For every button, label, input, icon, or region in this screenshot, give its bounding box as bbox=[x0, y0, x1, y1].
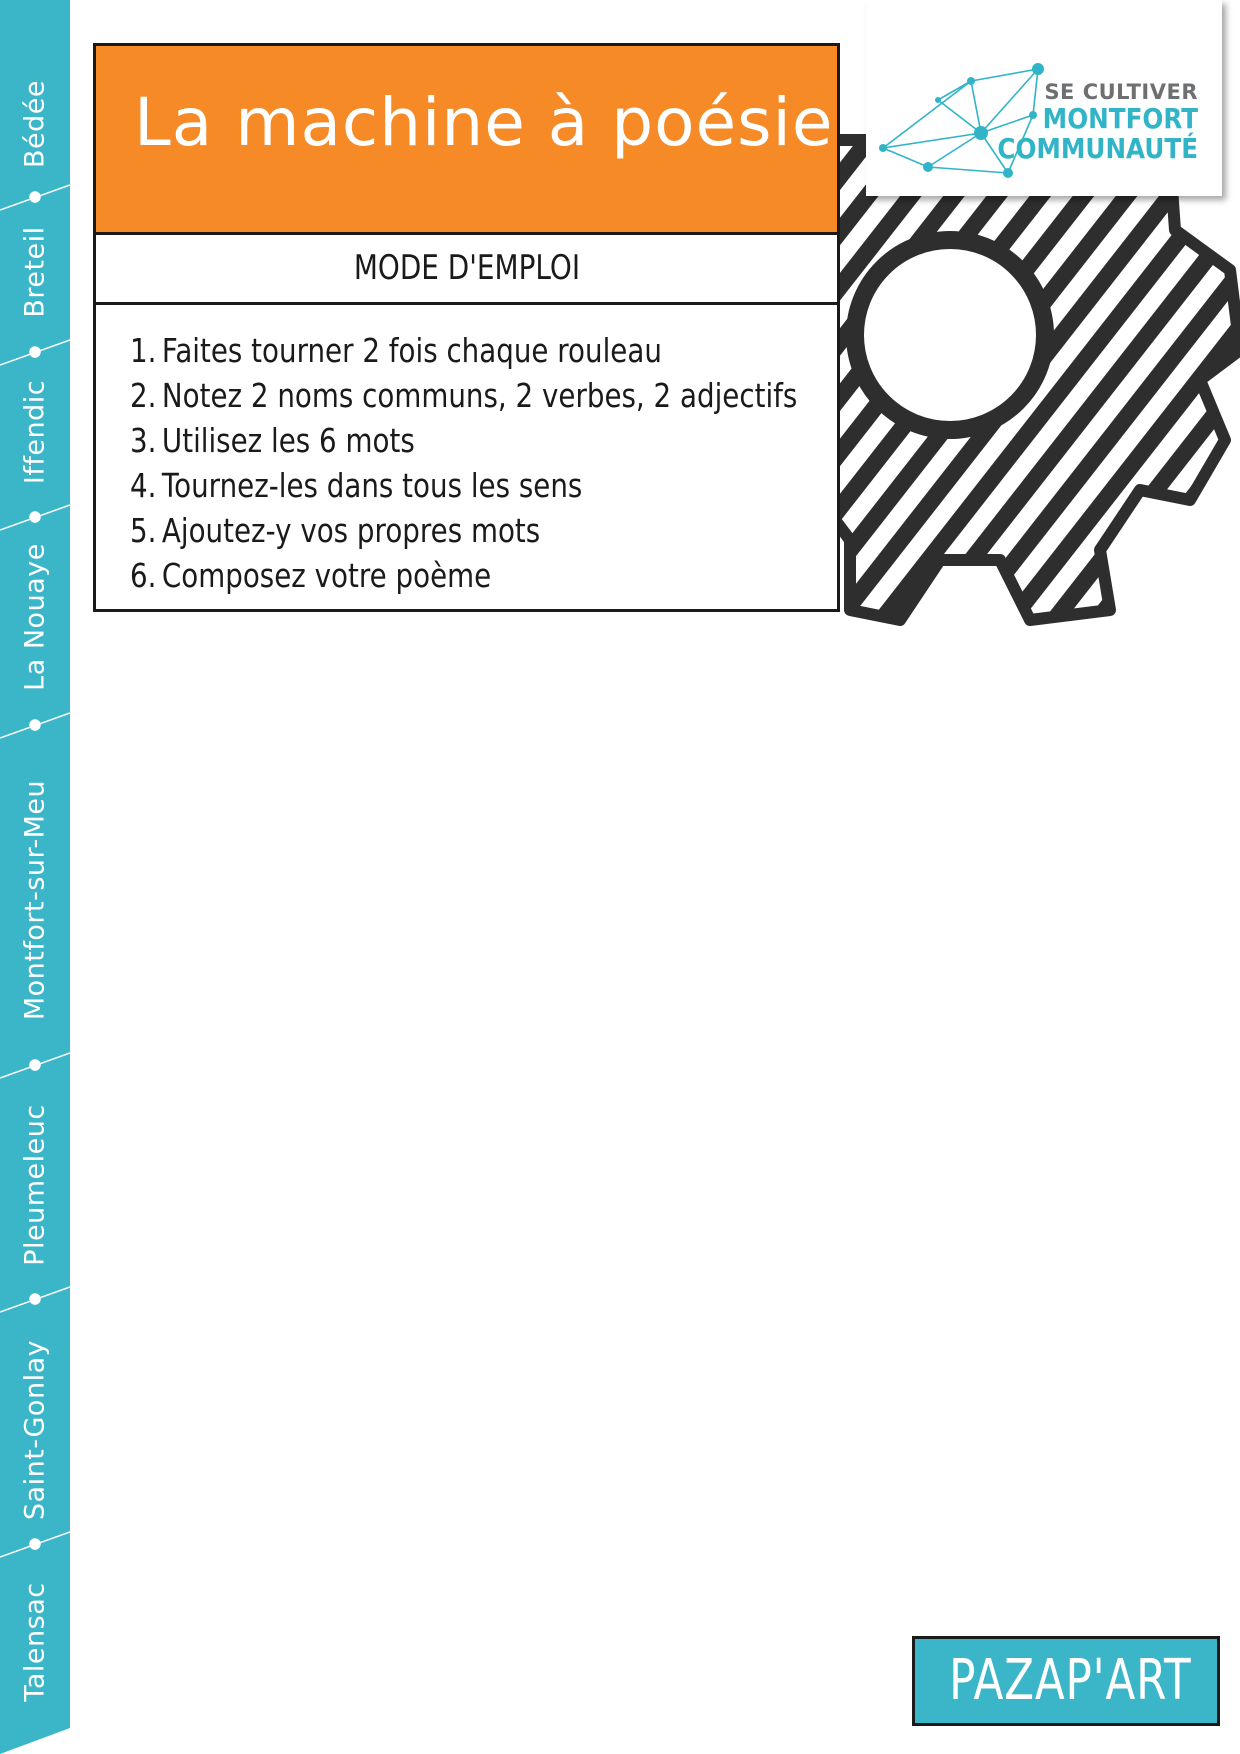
badge-label: PAZAP'ART bbox=[949, 1648, 1192, 1713]
step-number: 6. bbox=[130, 556, 157, 595]
town-la-nouaye: La Nouaye bbox=[19, 543, 51, 691]
list-item bbox=[130, 508, 797, 553]
step-text: Ajoutez-y vos propres mots bbox=[161, 511, 541, 550]
step-number: 2. bbox=[130, 376, 157, 415]
step-number: 5. bbox=[130, 511, 157, 550]
step-number: 1. bbox=[130, 331, 157, 370]
separator-dot-icon bbox=[30, 720, 40, 730]
section-heading: MODE D'EMPLOI bbox=[353, 248, 580, 288]
town-saint-gonlay: Saint-Gonlay bbox=[19, 1339, 51, 1521]
step-text: Tournez-les dans tous les sens bbox=[161, 466, 583, 505]
list-item bbox=[130, 328, 797, 373]
separator-dot-icon bbox=[30, 1539, 40, 1549]
step-text: Notez 2 noms communs, 2 verbes, 2 adjectifs bbox=[161, 376, 798, 415]
logo-line-communaute: COMMUNAUTÉ bbox=[997, 132, 1198, 165]
logo-text bbox=[970, 80, 1198, 164]
town-breteil: Breteil bbox=[19, 226, 51, 318]
logo-line-montfort: MONTFORT bbox=[1042, 102, 1198, 135]
town-pleumeleuc: Pleumeleuc bbox=[19, 1104, 51, 1266]
list-item bbox=[130, 373, 797, 418]
list-item bbox=[130, 463, 797, 508]
step-text: Faites tourner 2 fois chaque rouleau bbox=[161, 331, 662, 370]
step-text: Composez votre poème bbox=[161, 556, 492, 595]
town-bedee: Bédée bbox=[19, 80, 51, 168]
town-iffendic: Iffendic bbox=[19, 379, 51, 485]
list-item bbox=[130, 553, 797, 598]
town-montfort-sur-meu: Montfort-sur-Meu bbox=[19, 779, 51, 1021]
town-talensac: Talensac bbox=[19, 1582, 51, 1702]
step-number: 4. bbox=[130, 466, 157, 505]
separator-dot-icon bbox=[30, 512, 40, 522]
list-item bbox=[130, 418, 797, 463]
title-band bbox=[96, 46, 837, 235]
separator-dot-icon bbox=[30, 347, 40, 357]
towns-sidebar bbox=[0, 0, 70, 1754]
subtitle-band bbox=[96, 235, 837, 305]
step-number: 3. bbox=[130, 421, 157, 460]
page-title: La machine à poésie bbox=[134, 84, 834, 161]
separator-dot-icon bbox=[30, 1060, 40, 1070]
instructions-card bbox=[93, 43, 840, 612]
pazapart-badge bbox=[912, 1636, 1220, 1726]
steps-list bbox=[130, 328, 924, 598]
logo-line-se-cultiver: SE CULTIVER bbox=[1044, 80, 1198, 104]
step-text: Utilisez les 6 mots bbox=[161, 421, 415, 460]
separator-dot-icon bbox=[30, 192, 40, 202]
montfort-communaute-logo bbox=[866, 0, 1222, 196]
separator-dot-icon bbox=[30, 1294, 40, 1304]
